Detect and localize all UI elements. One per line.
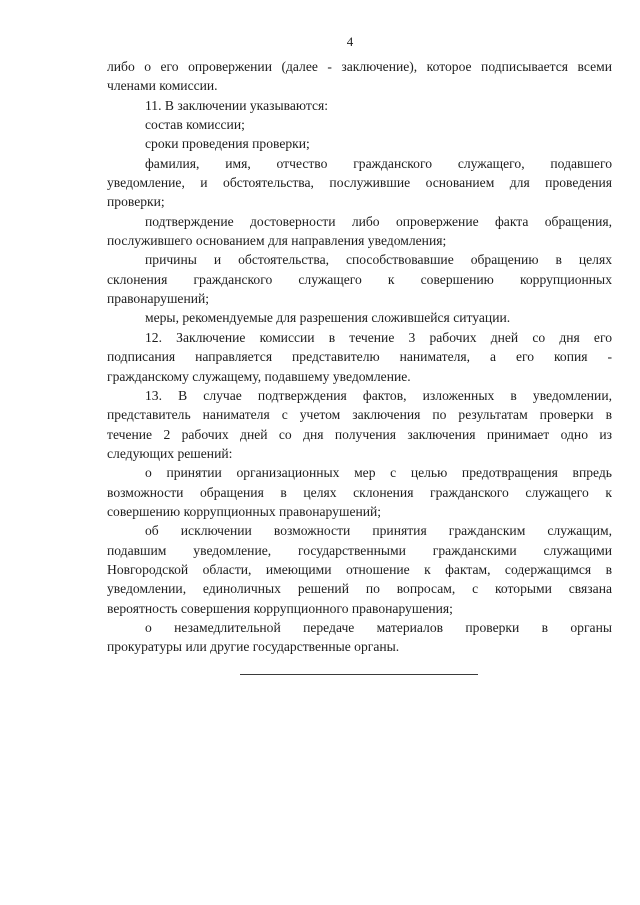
text-line: фамилия, имя, отчество гражданского служащего, подавшего: [145, 155, 612, 171]
text-line: послужившего основанием для направления уведомления;: [107, 233, 447, 249]
text-line: проверки;: [107, 194, 165, 210]
text-line: меры, рекомендуемые для разрешения сложившейся ситуации.: [145, 310, 511, 326]
text-line: подавшим уведомление, государственными гражданскими служащими: [107, 542, 612, 558]
end-divider-line: [240, 674, 478, 675]
text-line: вероятность совершения коррупционного правонарушения;: [107, 600, 453, 616]
document-body: [107, 57, 612, 657]
text-line: 12. Заключение комиссии в течение 3 рабочих дней со дня его: [145, 329, 612, 345]
text-line: представитель нанимателя с учетом заключения по результатам проверки в: [107, 407, 612, 423]
text-line: состав комиссии;: [145, 117, 245, 133]
text-line: 13. В случае подтверждения фактов, изложенных в уведомлении,: [145, 387, 612, 403]
text-line: 11. В заключении указываются:: [145, 97, 329, 113]
text-line: причины и обстоятельства, способствовавшие обращению в целях: [145, 252, 612, 268]
text-line: склонения гражданского служащего к совершению коррупционных: [107, 271, 612, 287]
text-line: членами комиссии.: [107, 78, 218, 94]
text-line: совершению коррупционных правонарушений;: [107, 503, 382, 519]
text-line: возможности обращения в целях склонения гражданского служащего к: [107, 484, 612, 500]
text-line: подписания направляется представителю нанимателя, а его копия -: [107, 349, 612, 365]
page-number: 4: [346, 34, 354, 49]
text-line: о незамедлительной передаче материалов проверки в органы: [145, 619, 612, 635]
text-line: уведомлении, единоличных решений по вопросам, с которыми связана: [107, 581, 612, 597]
text-line: сроки проведения проверки;: [145, 136, 310, 152]
text-line: либо о его опровержении (далее - заключение), которое подписывается всеми: [107, 59, 612, 74]
text-line: о принятии организационных мер с целью предотвращения впредь: [145, 465, 612, 481]
text-line: прокуратуры или другие государственные органы.: [107, 639, 400, 655]
text-line: уведомление, и обстоятельства, послужившие основанием для проведения: [107, 175, 612, 191]
text-line: Новгородской области, имеющими отношение к фактам, содержащимся в: [107, 561, 612, 577]
text-line: подтверждение достоверности либо опровержение факта обращения,: [145, 213, 612, 229]
text-line: правонарушений;: [107, 291, 210, 307]
text-line: гражданскому служащему, подавшему уведомление.: [107, 368, 411, 384]
text-line: следующих решений:: [107, 445, 233, 461]
text-line: об исключении возможности принятия гражданским служащим,: [145, 523, 612, 539]
text-line: течение 2 рабочих дней со дня получения заключения принимает одно из: [107, 426, 612, 442]
